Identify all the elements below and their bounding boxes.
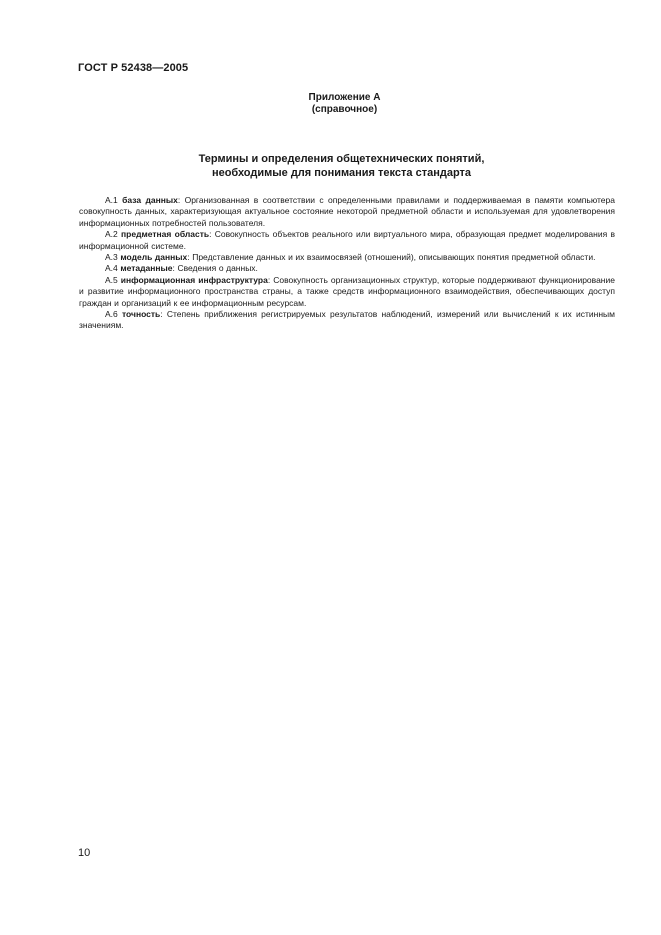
definitions-list <box>79 195 615 332</box>
section-title-line-1: Термины и определения общетехнических понятий, <box>198 153 485 165</box>
definition-number: А.1 <box>105 195 118 205</box>
page-number: 10 <box>78 847 91 859</box>
definition-item: А.2 предметная область: Совокупность объектов реального или виртуального мира, образующая предмет моделирования в информационной системе. <box>79 229 615 251</box>
definition-number: А.3 <box>105 252 118 263</box>
definition-item: А.6 точность: Степень приближения регистрируемых результатов наблюдений, измерений или вычислений к их истинным значениям. <box>79 309 615 331</box>
definition-number: А.4 <box>105 263 118 274</box>
definition-text: Представление данных и их взаимосвязей (отношений), описывающих понятия предметной области. <box>192 252 596 263</box>
definition-text: Совокупность организационных структур, которые поддерживают функционирование и развитие информационного пространства страны, а также средств информационного взаимодействия, обеспечивающих доступ граждан и организаций к ее информационным ресурсам. <box>79 274 615 308</box>
definition-item: А.3 модель данных: Представление данных и их взаимосвязей (отношений), описывающих понятия предметной области. <box>105 252 596 263</box>
definition-term: модель данных <box>120 252 188 263</box>
appendix-title: Приложение А <box>308 92 381 103</box>
definition-term: метаданные <box>120 263 173 274</box>
definition-number: А.6 <box>105 309 118 320</box>
definition-term: база данных <box>122 195 178 205</box>
definition-text: Организованная в соответствии с определенными правилами и поддерживаемая в памяти компьютера совокупность данных, характеризующая актуальное состояние некоторой предметной области и используемая для удовлетворения информационных потребностей пользователя. <box>79 195 615 228</box>
definition-text: Сведения о данных. <box>177 263 258 274</box>
appendix-heading <box>0 92 661 116</box>
definition-item: А.4 метаданные: Сведения о данных. <box>105 263 258 274</box>
definition-item: А.1 база данных: Организованная в соответствии с определенными правилами и поддерживаемая в памяти компьютера совокупность данных, характеризующая актуальное состояние некоторой предметной области и используемая для удовлетворения информационных потребностей пользователя. <box>79 195 615 228</box>
standard-code-header: ГОСТ Р 52438—2005 <box>78 62 189 74</box>
definition-number: А.5 <box>105 274 118 285</box>
definition-text: Совокупность объектов реального или виртуального мира, образующая предмет моделирования в информационной системе. <box>79 229 615 251</box>
definition-item: А.5 информационная инфраструктура: Совокупность организационных структур, которые поддерживают функционирование и развитие информационного пространства страны, а также средств информационного взаимодействия, обеспечивающих доступ граждан и организаций к ее информационным ресурсам. <box>79 274 615 308</box>
section-title <box>0 152 661 180</box>
definition-term: точность <box>121 309 161 320</box>
definition-text: Степень приближения регистрируемых результатов наблюдений, измерений или вычислений к их истинным значениям. <box>79 309 615 331</box>
definition-term: информационная инфраструктура <box>120 274 268 285</box>
definition-term: предметная область <box>121 229 210 240</box>
appendix-status: (справочное) <box>311 104 378 115</box>
definition-number: А.2 <box>105 229 118 240</box>
section-title-line-2: необходимые для понимания текста стандарта <box>211 167 472 179</box>
